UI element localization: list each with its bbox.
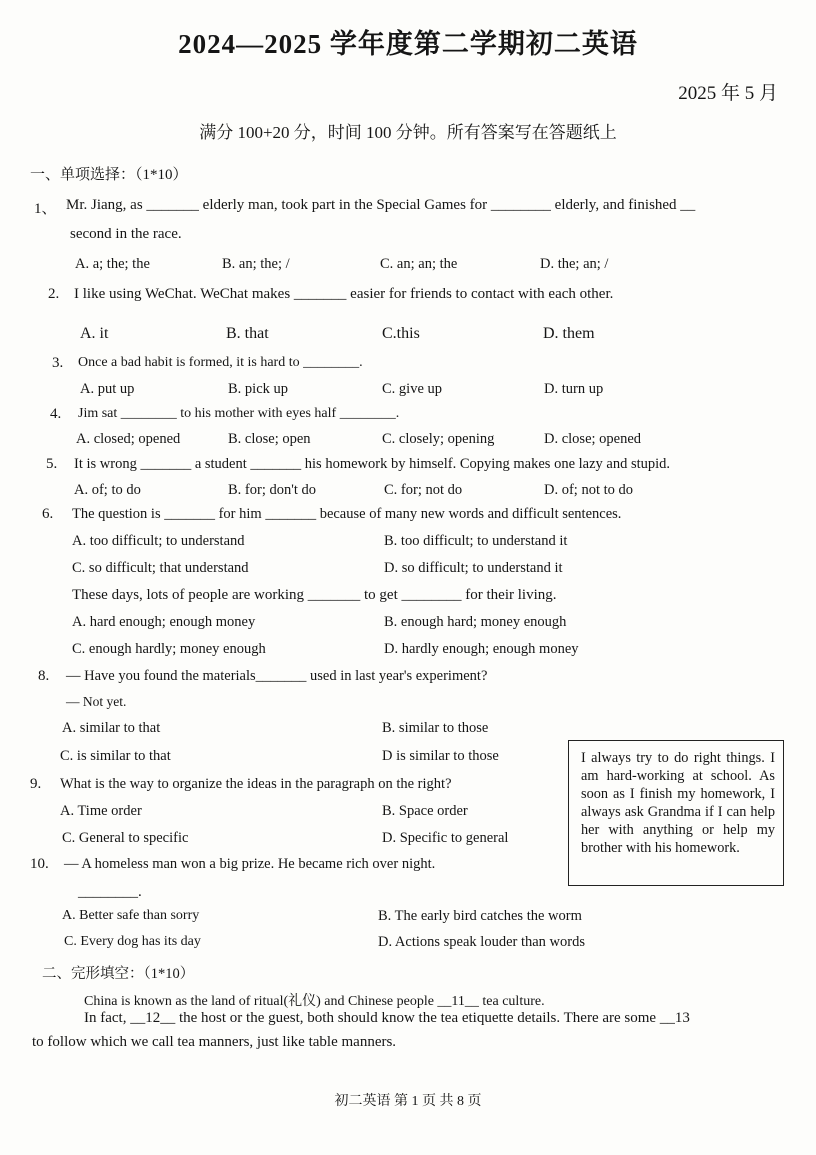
option-a: A. Better safe than sorry xyxy=(62,908,200,923)
option-a: A. similar to that xyxy=(62,720,161,736)
section1-title: 一、单项选择：（1*10） xyxy=(30,167,188,183)
option-d: D. close; opened xyxy=(544,431,642,447)
option-b: B. that xyxy=(226,325,269,342)
exam-instructions: 满分 100+20 分，时间 100 分钟。所有答案写在答题纸上 xyxy=(199,123,617,142)
option-d: D. hardly enough; enough money xyxy=(384,641,579,657)
option-a: A. a; the; the xyxy=(75,256,150,272)
option-c: C. for; not do xyxy=(384,482,463,498)
option-d: D is similar to those xyxy=(382,748,499,764)
option-a: A. it xyxy=(80,325,109,342)
option-a: A. Time order xyxy=(60,803,142,819)
question-text: ________. xyxy=(78,884,142,900)
paragraph-box: I always try to do right things. I am hard-working at school. As soon as I finish my homework, I always ask Grandma if I can help her with anything or help my brother with his homework. xyxy=(568,740,784,886)
question-number: 9. xyxy=(30,776,42,792)
page-title: 2024—2025 学年度第二学期初二英语 xyxy=(178,29,638,59)
option-b: B. pick up xyxy=(228,381,289,397)
question-text: The question is _______ for him _______ because of many new words and difficult sentences. xyxy=(72,506,622,522)
question-text: Once a bad habit is formed, it is hard to ________. xyxy=(78,355,363,370)
passage-line: China is known as the land of ritual(礼仪) and Chinese people __11__ tea culture. xyxy=(84,994,545,1009)
option-a: A. of; to do xyxy=(74,482,141,498)
option-c: C. so difficult; that understand xyxy=(72,560,249,576)
option-d: D. them xyxy=(543,325,595,342)
option-b: B. enough hard; money enough xyxy=(384,614,567,630)
question-number: 5. xyxy=(46,456,58,472)
option-b: B. similar to those xyxy=(382,720,489,736)
question-text: It is wrong _______ a student _______ his homework by himself. Copying makes one lazy and stupid. xyxy=(74,456,671,472)
question-number: 10. xyxy=(30,856,49,872)
option-c: C. General to specific xyxy=(62,830,189,846)
option-c: C. give up xyxy=(382,381,443,397)
question-number: 3. xyxy=(52,355,64,371)
passage-line: In fact, __12__ the host or the guest, both should know the tea etiquette details. There are some __13 xyxy=(84,1010,690,1026)
option-a: A. hard enough; enough money xyxy=(72,614,256,630)
option-a: A. too difficult; to understand xyxy=(72,533,245,549)
option-b: B. Space order xyxy=(382,803,468,819)
question-number: 4. xyxy=(50,406,62,422)
option-b: B. The early bird catches the worm xyxy=(378,908,582,924)
question-text: second in the race. xyxy=(70,226,182,242)
option-b: B. too difficult; to understand it xyxy=(384,533,568,549)
passage-line: to follow which we call tea manners, just like table manners. xyxy=(32,1034,397,1050)
question-number: 2. xyxy=(48,286,60,302)
question-number: 8. xyxy=(38,668,50,684)
section2-title: 二、完形填空：（1*10） xyxy=(42,966,195,982)
option-c: C. closely; opening xyxy=(382,431,495,447)
question-text: Mr. Jiang, as _______ elderly man, took part in the Special Games for ________ elderly, and finished __ xyxy=(66,197,696,213)
option-d: D. of; not to do xyxy=(544,482,634,498)
option-c: C. Every dog has its day xyxy=(64,934,201,949)
page-footer: 初二英语 第 1 页 共 8 页 xyxy=(334,1094,482,1109)
question-text: — Have you found the materials_______ used in last year's experiment? xyxy=(66,668,488,684)
question-text: — Not yet. xyxy=(66,694,127,709)
option-d: D. turn up xyxy=(544,381,604,397)
option-b: B. an; the; / xyxy=(222,256,290,272)
question-text: What is the way to organize the ideas in the paragraph on the right? xyxy=(60,776,452,792)
option-c: C. is similar to that xyxy=(60,748,171,764)
question-text: Jim sat ________ to his mother with eyes half ________. xyxy=(78,406,400,421)
option-b: B. close; open xyxy=(228,431,311,447)
question-text: — A homeless man won a big prize. He became rich over night. xyxy=(64,856,436,872)
question-number: 1、 xyxy=(34,201,57,217)
option-a: A. put up xyxy=(80,381,135,397)
option-d: D. Actions speak louder than words xyxy=(378,934,585,950)
option-d: D. the; an; / xyxy=(540,256,609,272)
option-c: C.this xyxy=(382,325,420,342)
question-text: I like using WeChat. WeChat makes _______ easier for friends to contact with each other. xyxy=(74,286,614,302)
option-d: D. Specific to general xyxy=(382,830,509,846)
option-d: D. so difficult; to understand it xyxy=(384,560,563,576)
option-b: B. for; don't do xyxy=(228,482,316,498)
option-a: A. closed; opened xyxy=(76,431,181,447)
option-c: C. enough hardly; money enough xyxy=(72,641,266,657)
question-number: 6. xyxy=(42,506,54,522)
question-text: These days, lots of people are working _______ to get ________ for their living. xyxy=(72,587,557,603)
option-c: C. an; an; the xyxy=(380,256,458,272)
exam-date: 2025 年 5 月 xyxy=(678,83,778,104)
